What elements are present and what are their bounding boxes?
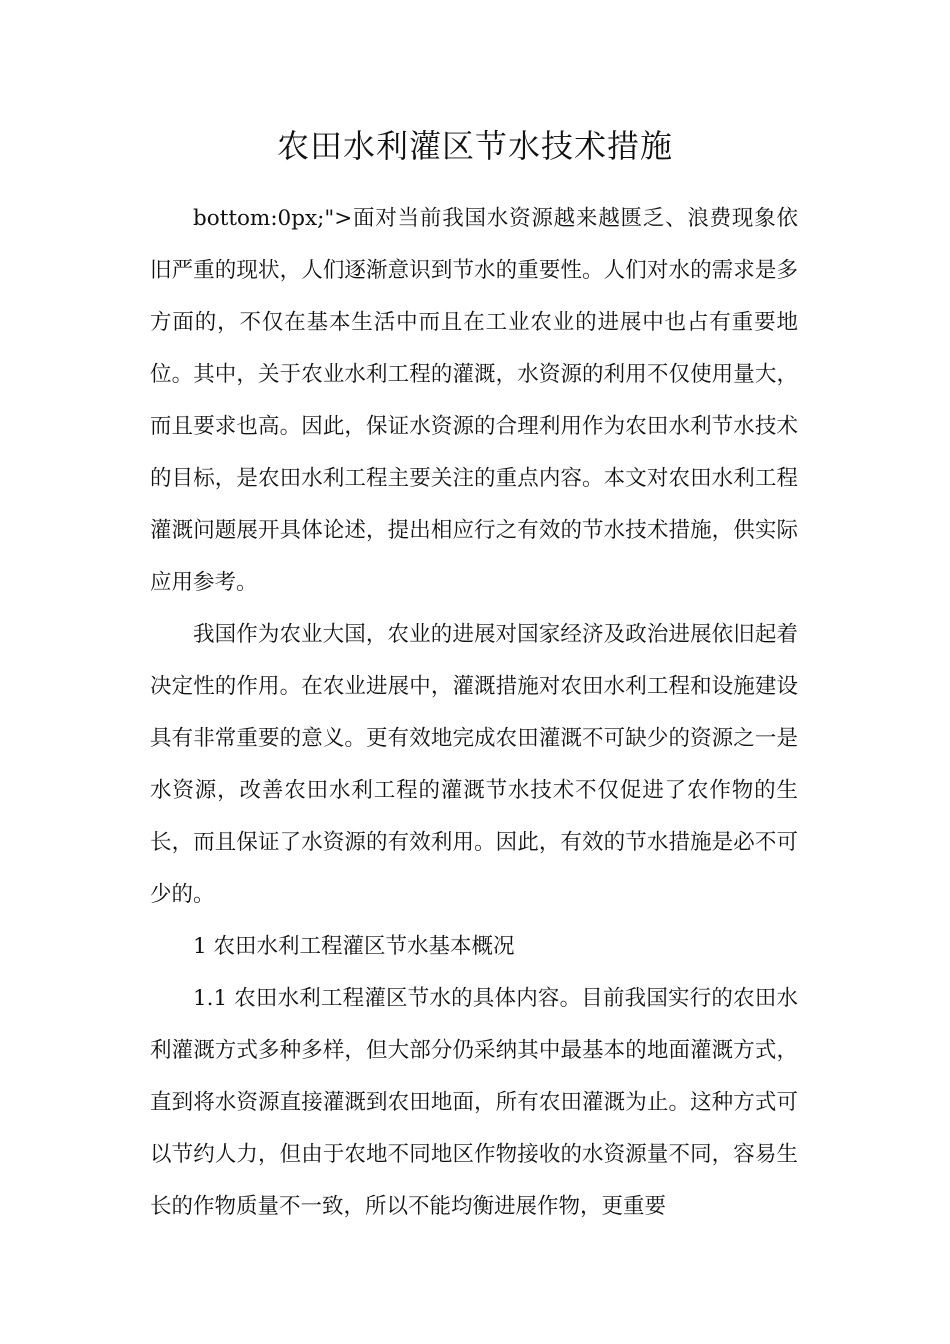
paragraph-section-1-1: 1.1 农田水利工程灌区节水的具体内容。目前我国实行的农田水利灌溉方式多种多样，但大部分仍采纳其中最基本的地面灌溉方式，直到将水资源直接灌溉到农田地面，所有农田灌溉为止。这种方式可以节约人力，但由于农地不同地区作物接收的水资源量不同，容易生长的作物质量不一致，所以不能均衡进展作物，更重要 (150, 986, 798, 1219)
document-body (150, 193, 798, 1233)
document-title: 农田水利灌区节水技术措施 (276, 127, 673, 165)
paragraph-intro: bottom:0px;">面对当前我国水资源越来越匮乏、浪费现象依旧严重的现状，人们逐渐意识到节水的重要性。人们对水的需求是多方面的，不仅在基本生活中而且在工业农业的进展中也占有重要地位。其中，关于农业水利工程的灌溉，水资源的利用不仅使用量大，而且要求也高。因此，保证水资源的合理利用作为农田水利节水技术的目标，是农田水利工程主要关注的重点内容。本文对农田水利工程灌溉问题展开具体论述，提出相应行之有效的节水技术措施，供实际应用参考。 (150, 206, 798, 595)
paragraph-background: 我国作为农业大国，农业的进展对国家经济及政治进展依旧起着决定性的作用。在农业进展中，灌溉措施对农田水利工程和设施建设具有非常重要的意义。更有效地完成农田灌溉不可缺少的资源之一是水资源，改善农田水利工程的灌溉节水技术不仅促进了农作物的生长，而且保证了水资源的有效利用。因此，有效的节水措施是必不可少的。 (150, 622, 798, 907)
section-heading-1: 1 农田水利工程灌区节水基本概况 (193, 934, 515, 959)
